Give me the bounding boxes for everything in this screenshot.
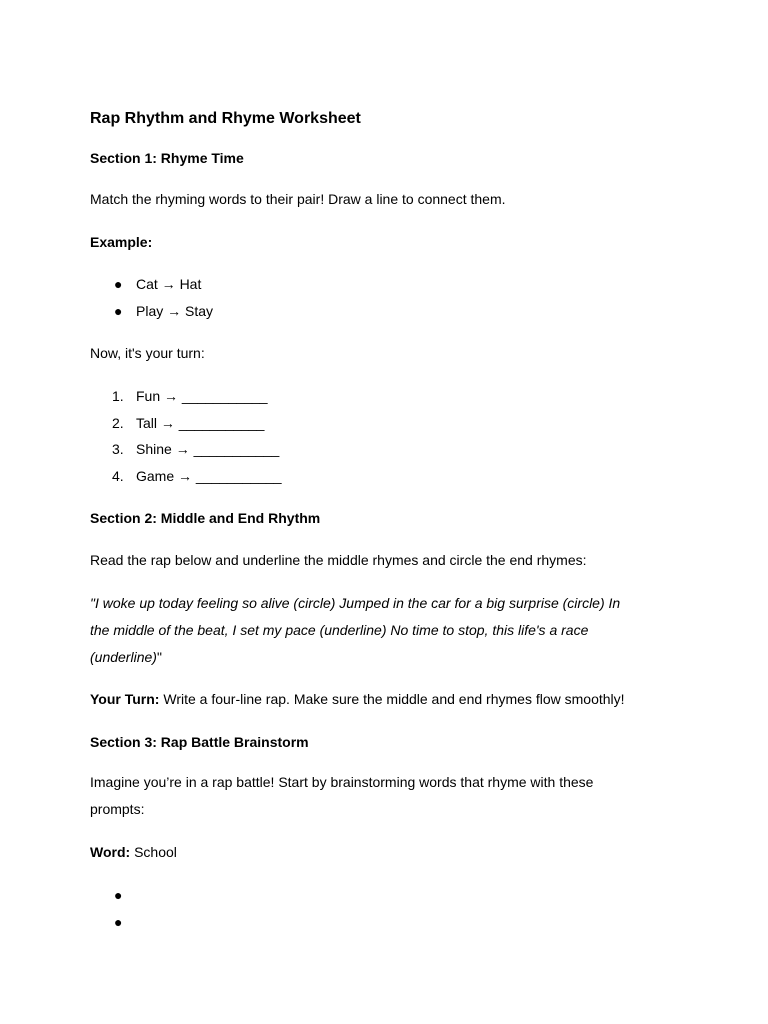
your-turn-label: Your Turn:: [90, 691, 160, 707]
item-text: Shine → ___________: [136, 441, 280, 457]
section3-heading: Section 3: Rap Battle Brainstorm: [90, 734, 309, 750]
section3-instruction-line2: prompts:: [90, 801, 145, 817]
section2-instruction: Read the rap below and underline the middle rhymes and circle the end rhymes:: [90, 552, 587, 568]
example-text: Play → Stay: [136, 303, 214, 319]
turn-prompt: Now, it's your turn:: [90, 345, 205, 361]
item-number: 2.: [112, 415, 124, 431]
section3-instruction-line1: Imagine you’re in a rap battle! Start by brainstorming words that rhyme with these: [90, 774, 594, 790]
rap-quote-close: ": [156, 649, 162, 665]
your-turn: [90, 686, 625, 713]
section1-heading: Section 1: Rhyme Time: [90, 150, 244, 166]
list-item: [112, 436, 280, 463]
item-text: Fun → ___________: [136, 388, 268, 404]
word-value: School: [130, 844, 177, 860]
bullet-icon: ●: [114, 276, 123, 292]
item-number: 3.: [112, 441, 124, 457]
item-number: 1.: [112, 388, 124, 404]
your-turn-text: Write a four-line rap. Make sure the middle and end rhymes flow smoothly!: [159, 691, 625, 707]
section2-heading: Section 2: Middle and End Rhythm: [90, 510, 321, 526]
example-label: Example:: [90, 234, 153, 250]
word-label: Word:: [90, 844, 131, 860]
rap-quote-line1: "I woke up today feeling so alive (circle) Jumped in the car for a big surprise (circle) In: [90, 595, 621, 611]
section1-instruction: Match the rhyming words to their pair! Draw a line to connect them.: [90, 191, 506, 207]
list-item: [112, 410, 265, 437]
rap-quote-line3: [90, 644, 162, 671]
list-item: [112, 383, 268, 410]
list-item: [114, 271, 202, 298]
item-number: 4.: [112, 468, 124, 484]
list-item: [114, 298, 214, 325]
page-title: Rap Rhythm and Rhyme Worksheet: [90, 110, 361, 127]
word-prompt: [90, 839, 177, 866]
rap-quote-end: (underline): [90, 649, 157, 665]
list-item: [112, 463, 282, 490]
item-text: Tall → ___________: [136, 415, 265, 431]
bullet-icon: ●: [114, 914, 123, 930]
item-text: Game → ___________: [136, 468, 282, 484]
rap-quote-line2: the middle of the beat, I set my pace (underline) No time to stop, this life's a race: [90, 622, 589, 638]
bullet-icon: ●: [114, 887, 123, 903]
example-text: Cat → Hat: [136, 276, 202, 292]
bullet-icon: ●: [114, 303, 123, 319]
